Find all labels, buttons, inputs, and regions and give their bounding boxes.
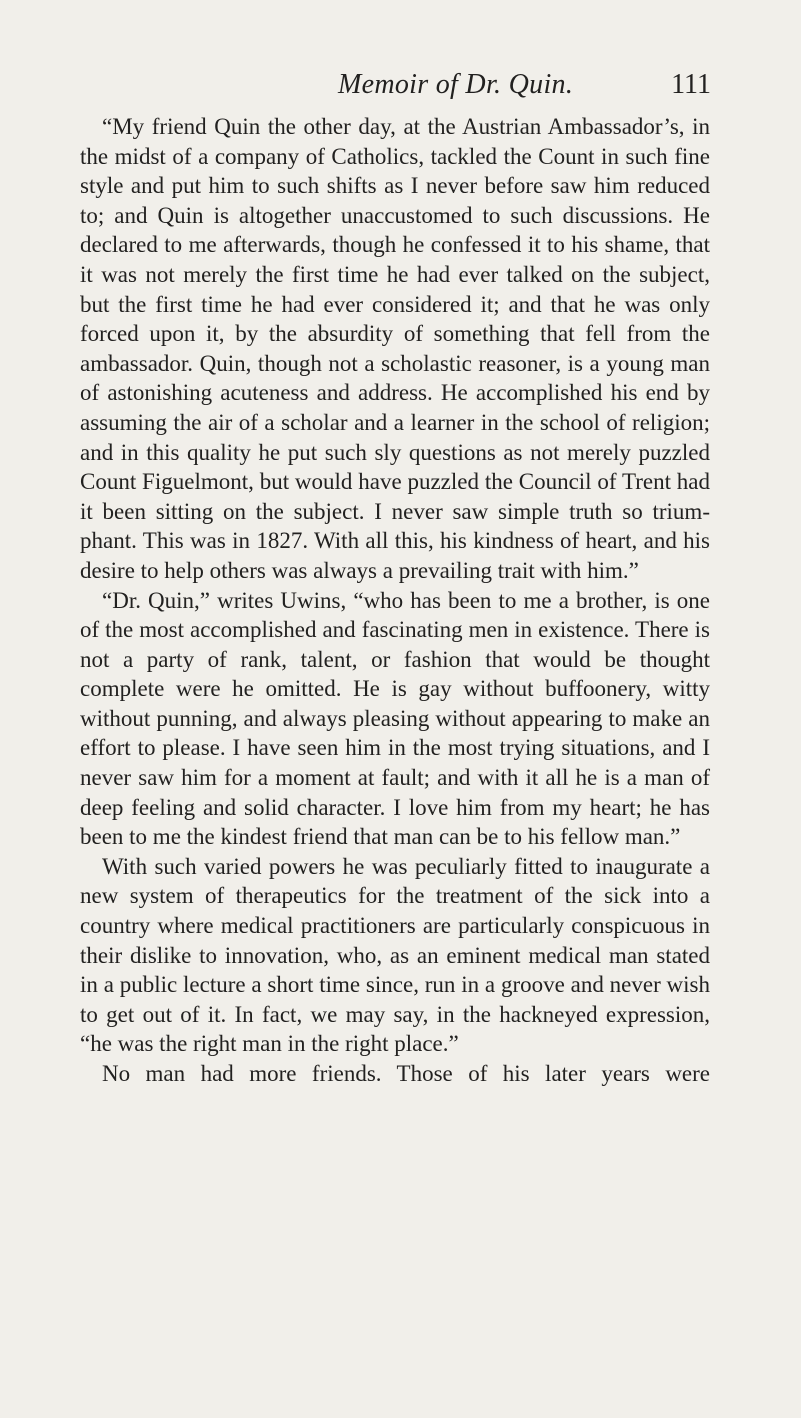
paragraph-therapeutics: With such varied powers he was peculiarly fitted to inaugurate a new system of therapeutics for the treatment of the sick into a country where medical practitioners are particularly conspicuous in their dislike to innovation, who, as an eminent medical man stated in a public lecture a short time since, run in a groove and never wish to get out of it. In fact, we may say, in the hackneyed expression, “he was the right man in the right place.” [80,853,710,1057]
running-title: Memoir of Dr. Quin. [338,69,574,100]
body-text [80,112,710,1089]
paragraph-uwins-tribute: “Dr. Quin,” writes Uwins, “who has been to me a brother, is one of the most accomplished and fascinating men in existence. There is not a party of rank, talent, or fashion that would be thought complete were he omitted. He is gay without buffoonery, witty without punning, and always pleasing without appearing to make an effort to please. I have seen him in the most trying situations, and I never saw him for a moment at fault; and with it all he is a man of deep feeling and solid character. I love him from my heart; he has been to me the kindest friend that man can be to his fellow man.” [80,587,710,850]
paragraph-friends: No man had more friends. Those of his later years were [102,1061,710,1086]
paragraph-uwins-letter: “My friend Quin the other day, at the Austrian Ambassador’s, in the midst of a company of Catholics, tackled the Count in such fine style and put him to such shifts as I never before saw him reduced to; and Quin is altogether unaccustomed to such discussions. He declared to me afterwards, though he confessed it to his shame, that it was not merely the first time he had ever talked on the subject, but the first time he had ever considered it; and that he was only forced upon it, by the absurdity of something that fell from the ambassador. Quin, though not a scholastic reasoner, is a young man of astonishing acuteness and address. He accomplished his end by assuming the air of a scholar and a learner in the school of religion; and in this quality he put such sly questions as not merely puzzled Count Figuelmont, but would have puzzled the Council of Trent had it been sitting on the subject. I never saw simple truth so triumphant. This was in 1827. With all this, his kindness of heart, and his desire to help others was always a prevailing trait with him.” [80,114,710,583]
page-number: 111 [671,69,711,100]
page-header [80,68,710,108]
